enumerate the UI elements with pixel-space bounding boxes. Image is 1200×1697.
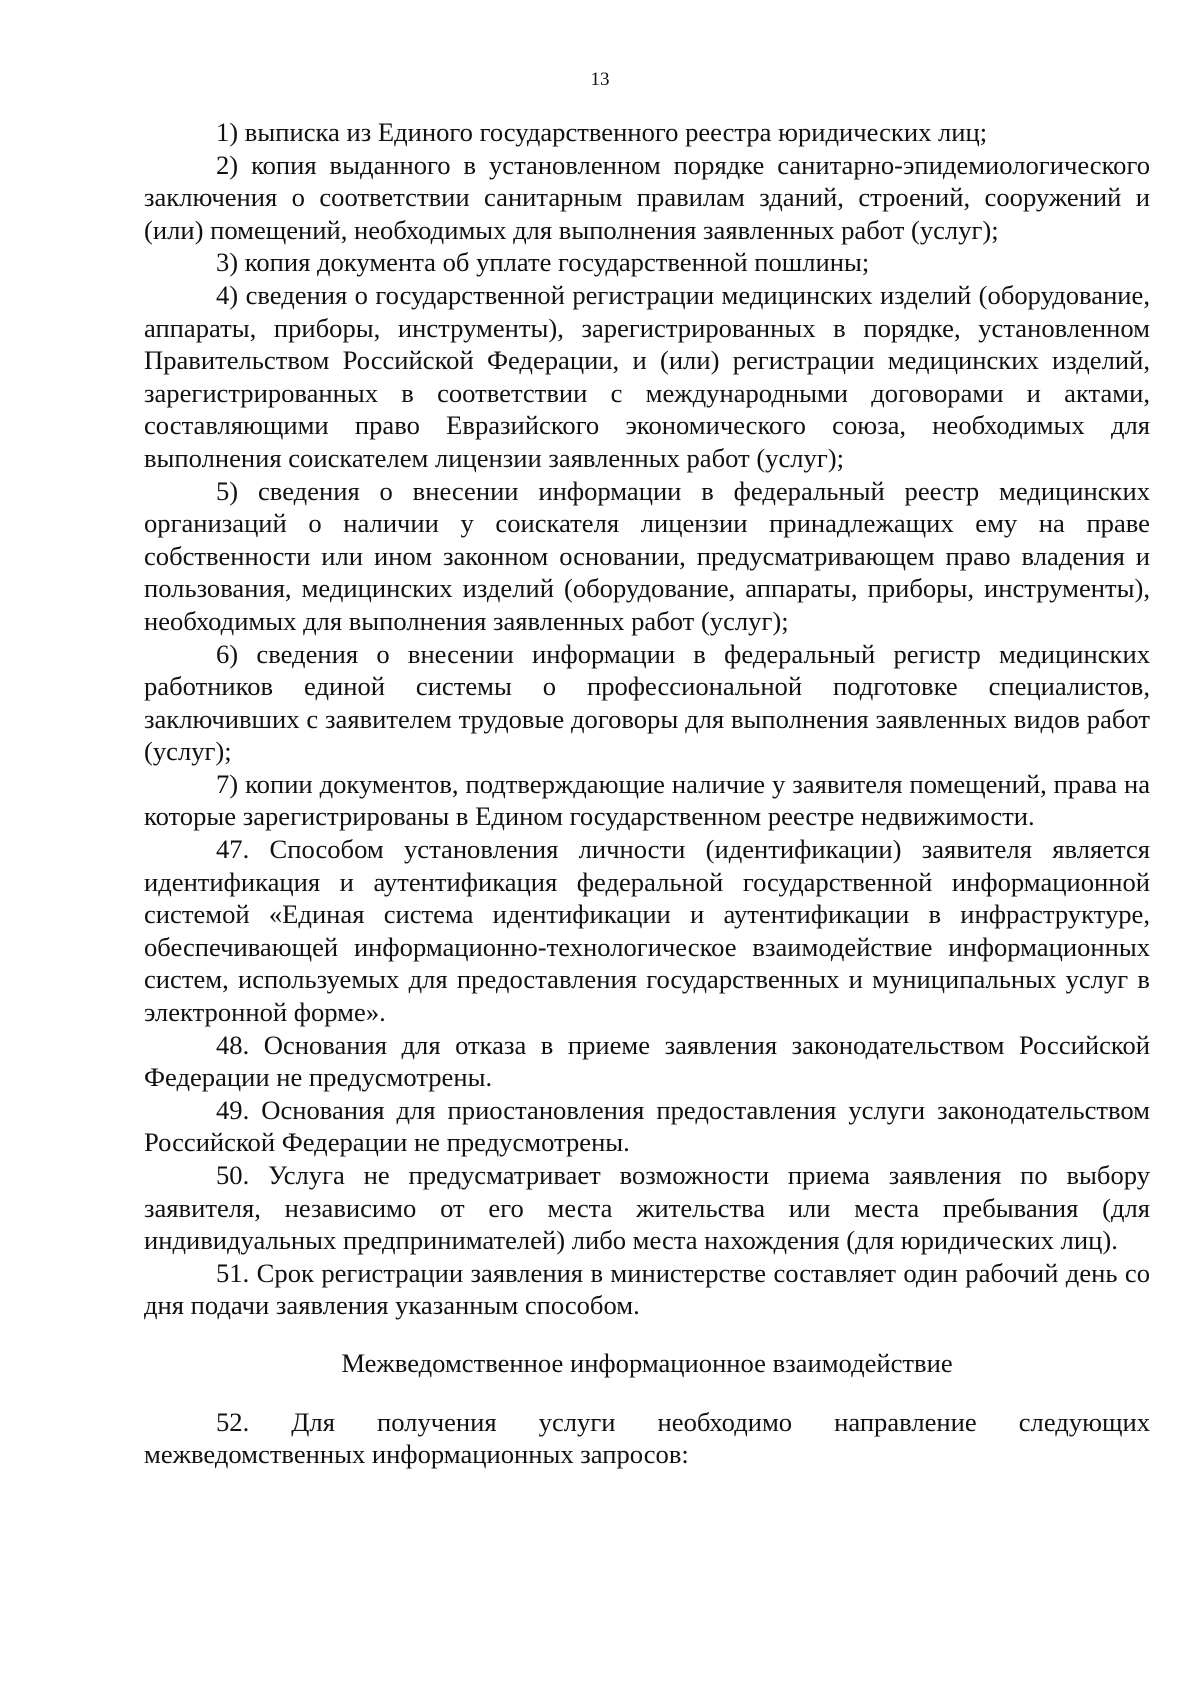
list-item-2: 2) копия выданного в установленном порядке санитарно-эпидемиологического заключения о соответствии санитарным правилам зданий, строений, сооружений и (или) помещений, необходимых для выполнения заявленных работ (услуг); [144,149,1150,245]
clause-52: 52. Для получения услуги необходимо направление следующих межведомственных информационных запросов: [144,1406,1150,1470]
document-body [144,116,1150,1471]
list-item-4: 4) сведения о государственной регистрации медицинских изделий (оборудование, аппараты, приборы, инструменты), зарегистрированных в порядке, установленном Правительством Российской Федерации, и (или) регистрации медицинских изделий, зарегистрированных в соответствии с международными договорами и актами, составляющими право Евразийского экономического союза, необходимых для выполнения соискателем лицензии заявленных работ (услуг); [144,279,1150,473]
list-item-7: 7) копии документов, подтверждающие наличие у заявителя помещений, права на которые зарегистрированы в Едином государственном реестре недвижимости. [144,768,1150,832]
list-item-3: 3) копия документа об уплате государственной пошлины; [216,247,870,278]
list-item-5: 5) сведения о внесении информации в федеральный реестр медицинских организаций о наличии у соискателя лицензии принадлежащих ему на праве собственности или ином законном основании, предусматривающем право владения и пользования, медицинских изделий (оборудование, аппараты, приборы, инструменты), необходимых для выполнения заявленных работ (услуг); [144,475,1150,636]
page-number: 13 [590,69,610,90]
clause-51: 51. Срок регистрации заявления в министерстве составляет один рабочий день со дня подачи заявления указанным способом. [144,1257,1150,1321]
list-item-6: 6) сведения о внесении информации в федеральный регистр медицинских работников единой системы о профессиональной подготовке специалистов, заключивших с заявителем трудовые договоры для выполнения заявленных видов работ (услуг); [144,638,1150,767]
list-item-1: 1) выписка из Единого государственного реестра юридических лиц; [216,117,988,147]
clause-47: 47. Способом установления личности (идентификации) заявителя является идентификация и аутентификация федеральной государственной информационной системой «Единая система идентификации и аутентификации в инфраструктуре, обеспечивающей информационно-технологическое взаимодействие информационных систем, используемых для предоставления государственных и муниципальных услуг в электронной форме». [144,834,1150,1028]
section-heading: Межведомственное информационное взаимодействие [341,1347,953,1378]
clause-50: 50. Услуга не предусматривает возможности приема заявления по выбору заявителя, независимо от его места жительства или места пребывания (для индивидуальных предпринимателей) либо места нахождения (для юридических лиц). [144,1160,1150,1256]
clause-49: 49. Основания для приостановления предоставления услуги законодательством Российской Федерации не предусмотрены. [144,1094,1150,1158]
clause-48: 48. Основания для отказа в приеме заявления законодательством Российской Федерации не предусмотрены. [144,1029,1150,1093]
